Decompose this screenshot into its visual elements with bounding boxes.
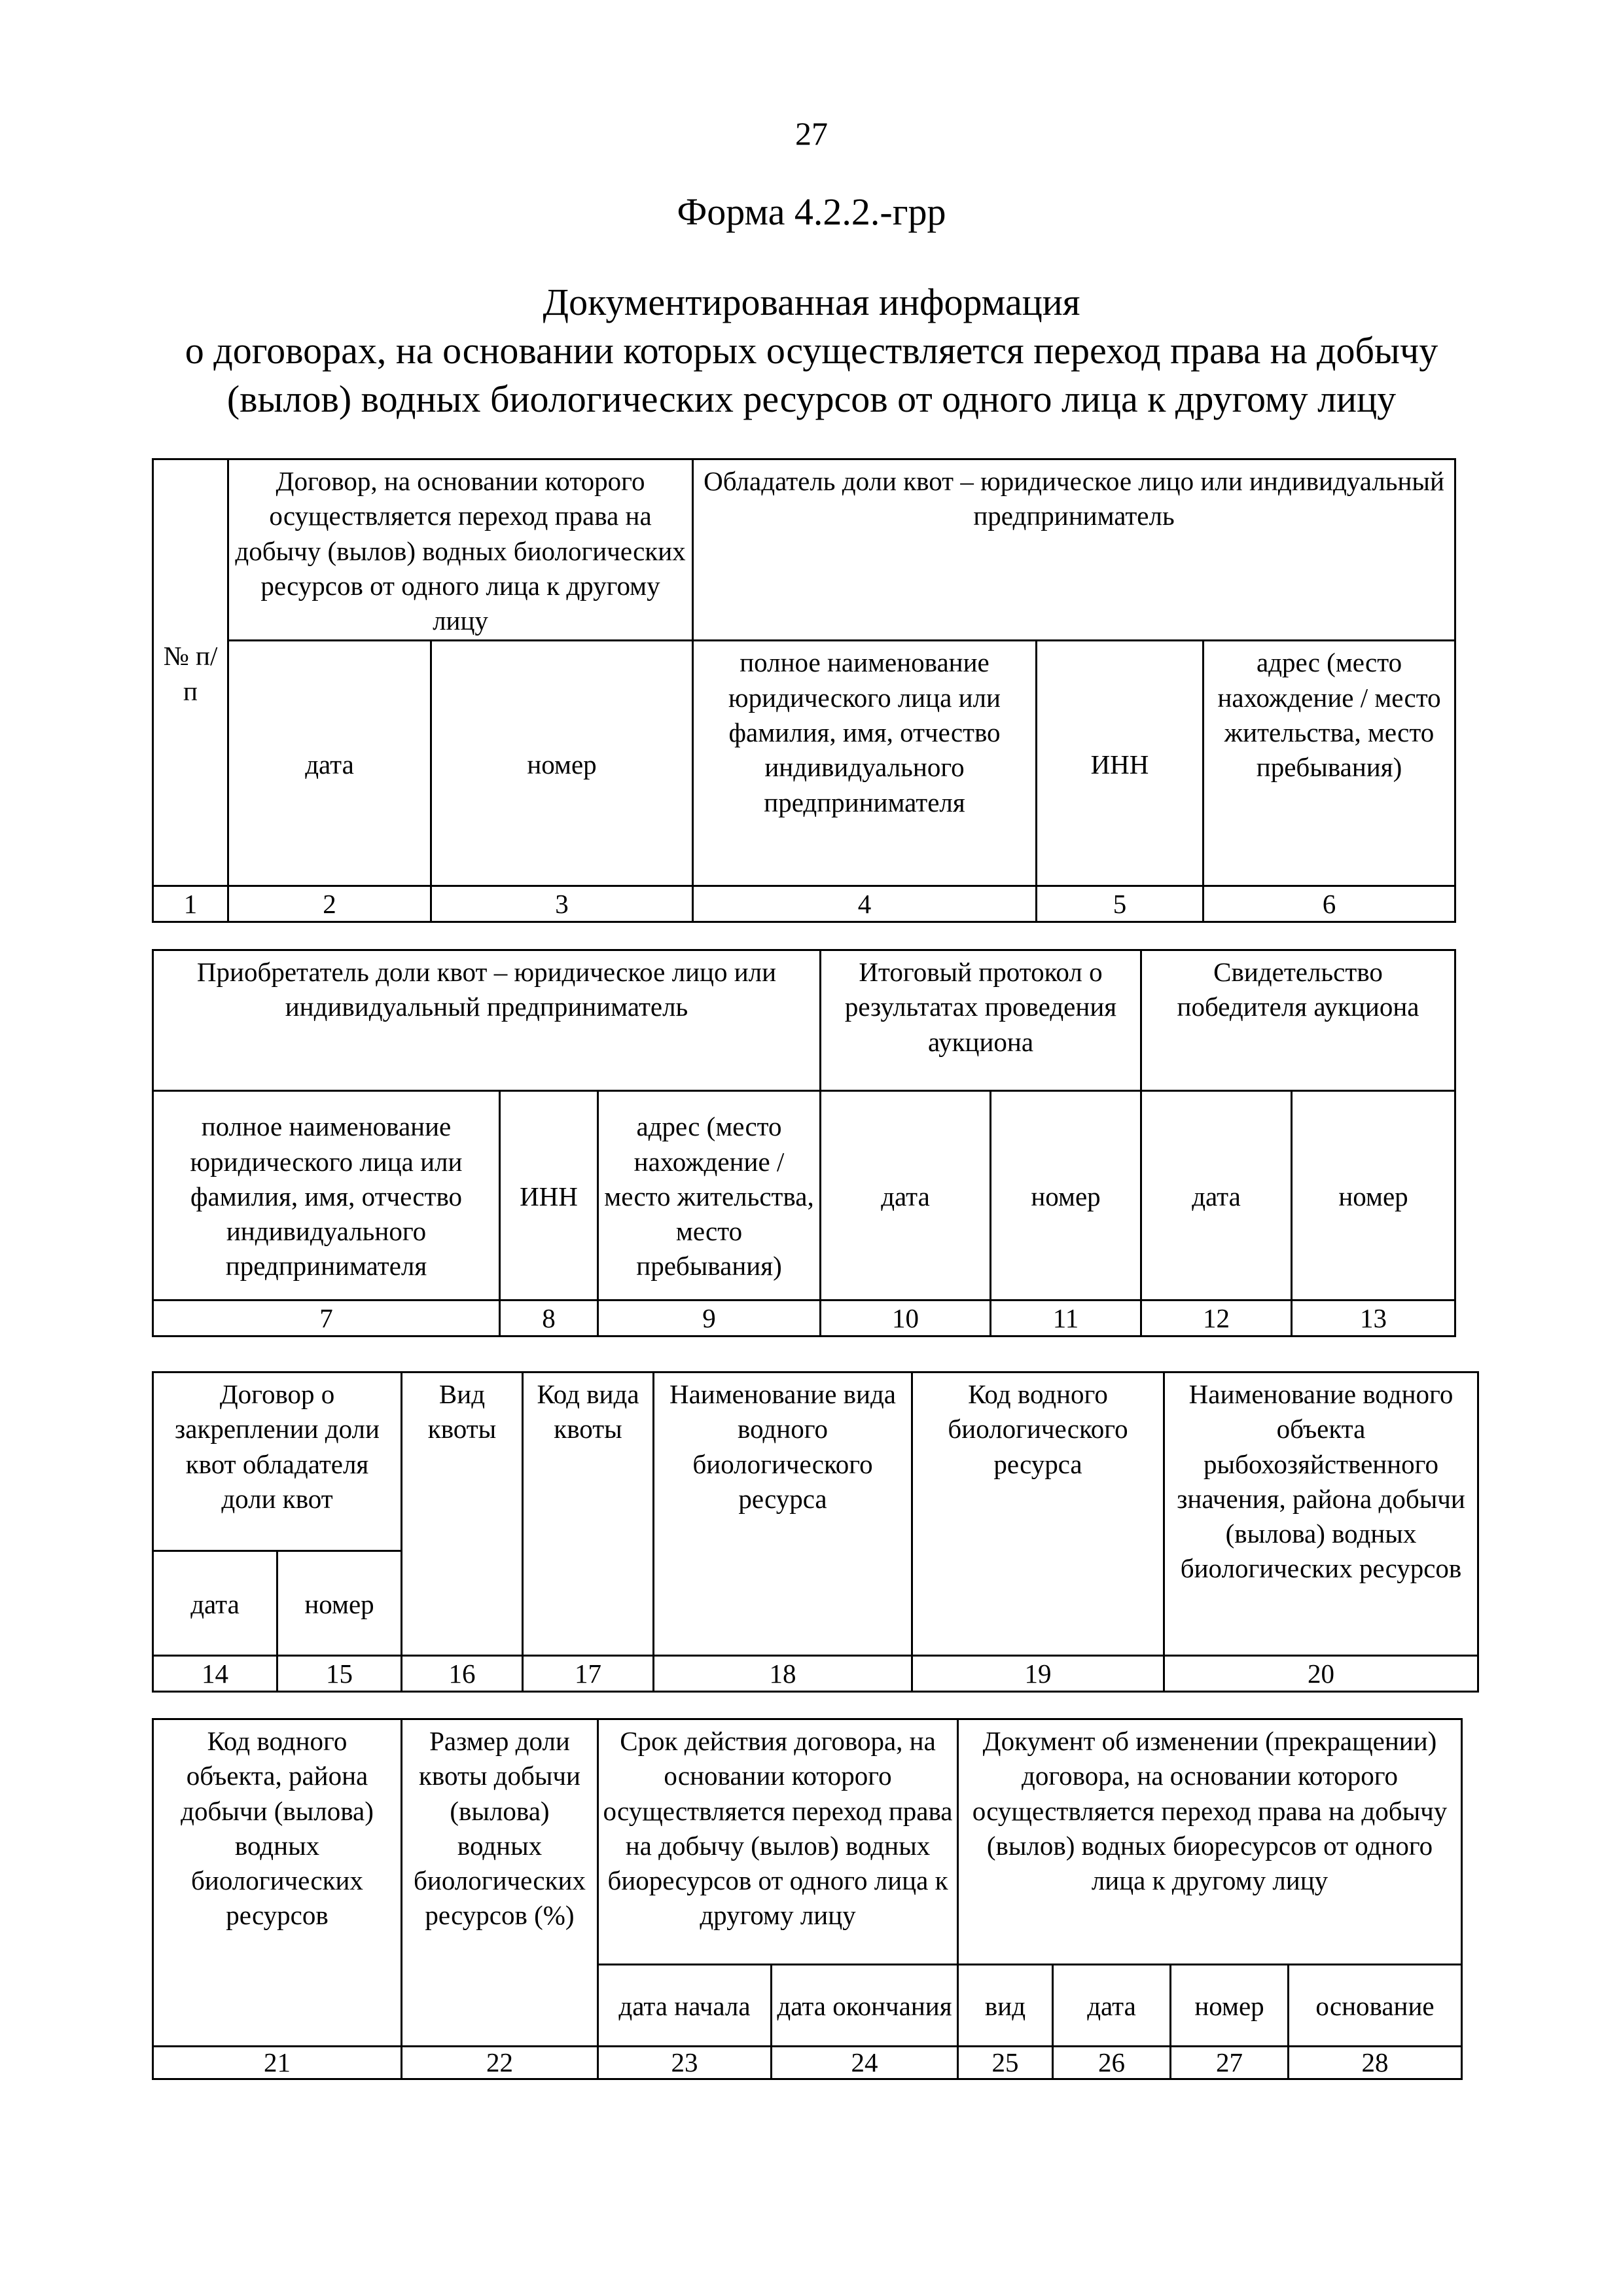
holder-inn-header: ИНН (1037, 641, 1204, 886)
column-number: 2 (228, 886, 431, 922)
quota-holder-header: Обладатель доли квот – юридическое лицо или индивидуальный предприниматель (693, 459, 1455, 641)
assignment-number-header: номер (277, 1551, 402, 1656)
column-number: 6 (1204, 886, 1455, 922)
document-title-line: Документированная информация (543, 281, 1080, 323)
column-number: 19 (912, 1656, 1164, 1692)
resource-name-header: Наименование вида водного биологического ресурса (654, 1372, 912, 1656)
change-date-header: дата (1053, 1965, 1171, 2047)
change-kind-header: вид (958, 1965, 1053, 2047)
column-number: 9 (598, 1300, 821, 1336)
quota-type-header: Вид квоты (402, 1372, 523, 1656)
document-title-line: (вылов) водных биологических ресурсов от одного лица к другому лицу (226, 378, 1397, 421)
column-number: 8 (500, 1300, 598, 1336)
certificate-number-header: номер (1292, 1091, 1455, 1300)
term-change-table (152, 1718, 1463, 2080)
change-document-header: Документ об изменении (прекращении) договора, на основании которого осуществляется переход права на добычу (вылов) водных биоресурсов от одного лица к другому лицу (958, 1719, 1462, 1965)
column-number: 11 (991, 1300, 1141, 1336)
certificate-date-header: дата (1141, 1091, 1292, 1300)
quota-assignment-contract-header: Договор о закреплении доли квот обладателя доли квот (153, 1372, 402, 1551)
auction-protocol-header: Итоговый протокол о результатах проведения аукциона (821, 950, 1141, 1091)
acquirer-address-header: адрес (место нахождение / место жительства, место пребывания) (598, 1091, 821, 1300)
column-number: 13 (1292, 1300, 1455, 1336)
document-title-line: о договорах, на основании которых осуществляется переход права на добычу (185, 329, 1438, 372)
assignment-date-header: дата (153, 1551, 277, 1656)
resource-code-header: Код водного биологического ресурса (912, 1372, 1164, 1656)
page-number: 27 (795, 115, 828, 152)
quota-share-size-header: Размер доли квоты добычи (вылова) водных биологических ресурсов (%) (402, 1719, 598, 2047)
column-number: 22 (402, 2047, 598, 2079)
column-number: 16 (402, 1656, 523, 1692)
column-number: 14 (153, 1656, 277, 1692)
quota-resource-table (152, 1371, 1479, 1693)
column-number: 5 (1037, 886, 1204, 922)
protocol-number-header: номер (991, 1091, 1141, 1300)
acquirer-full-name-header: полное наименование юридического лица или фамилия, имя, отчество индивидуального предпринимателя (153, 1091, 500, 1300)
column-number: 26 (1053, 2047, 1171, 2079)
column-number: 28 (1289, 2047, 1462, 2079)
term-start-date-header: дата начала (598, 1965, 772, 2047)
holder-address-header: адрес (место нахождение / место жительства, место пребывания) (1204, 641, 1455, 886)
acquirer-auction-table (152, 949, 1456, 1337)
column-number: 10 (821, 1300, 991, 1336)
contract-number-header: номер (431, 641, 693, 886)
contract-date-header: дата (228, 641, 431, 886)
column-number: 21 (153, 2047, 402, 2079)
quota-acquirer-header: Приобретатель доли квот – юридическое лицо или индивидуальный предприниматель (153, 950, 821, 1091)
change-basis-header: основание (1289, 1965, 1462, 2047)
document-title (105, 278, 1518, 424)
form-title: Форма 4.2.2.-грр (677, 190, 946, 233)
column-number: 3 (431, 886, 693, 922)
column-number: 18 (654, 1656, 912, 1692)
column-number: 15 (277, 1656, 402, 1692)
column-number: 4 (693, 886, 1037, 922)
water-body-name-header: Наименование водного объекта рыбохозяйственного значения, района добычи (вылова) водных биологических ресурсов (1164, 1372, 1478, 1656)
column-number: 23 (598, 2047, 772, 2079)
acquirer-inn-header: ИНН (500, 1091, 598, 1300)
column-number: 12 (1141, 1300, 1292, 1336)
row-number-header: № п/п (153, 459, 228, 886)
holder-full-name-header: полное наименование юридического лица или фамилия, имя, отчество индивидуального предпринимателя (693, 641, 1037, 886)
column-number: 7 (153, 1300, 500, 1336)
contract-holder-table (152, 458, 1456, 923)
column-number: 1 (153, 886, 228, 922)
contract-term-header: Срок действия договора, на основании которого осуществляется переход права на добычу (вылов) водных биоресурсов от одного лица к другому лицу (598, 1719, 958, 1965)
auction-certificate-header: Свидетельство победителя аукциона (1141, 950, 1455, 1091)
change-number-header: номер (1171, 1965, 1289, 2047)
column-number: 25 (958, 2047, 1053, 2079)
column-number: 17 (523, 1656, 654, 1692)
column-number: 24 (772, 2047, 958, 2079)
water-body-code-header: Код водного объекта, района добычи (вылова) водных биологических ресурсов (153, 1719, 402, 2047)
transfer-contract-header: Договор, на основании которого осуществляется переход права на добычу (вылов) водных биологических ресурсов от одного лица к другому лицу (228, 459, 693, 641)
quota-type-code-header: Код вида квоты (523, 1372, 654, 1656)
protocol-date-header: дата (821, 1091, 991, 1300)
term-end-date-header: дата окончания (772, 1965, 958, 2047)
column-number: 27 (1171, 2047, 1289, 2079)
column-number: 20 (1164, 1656, 1478, 1692)
